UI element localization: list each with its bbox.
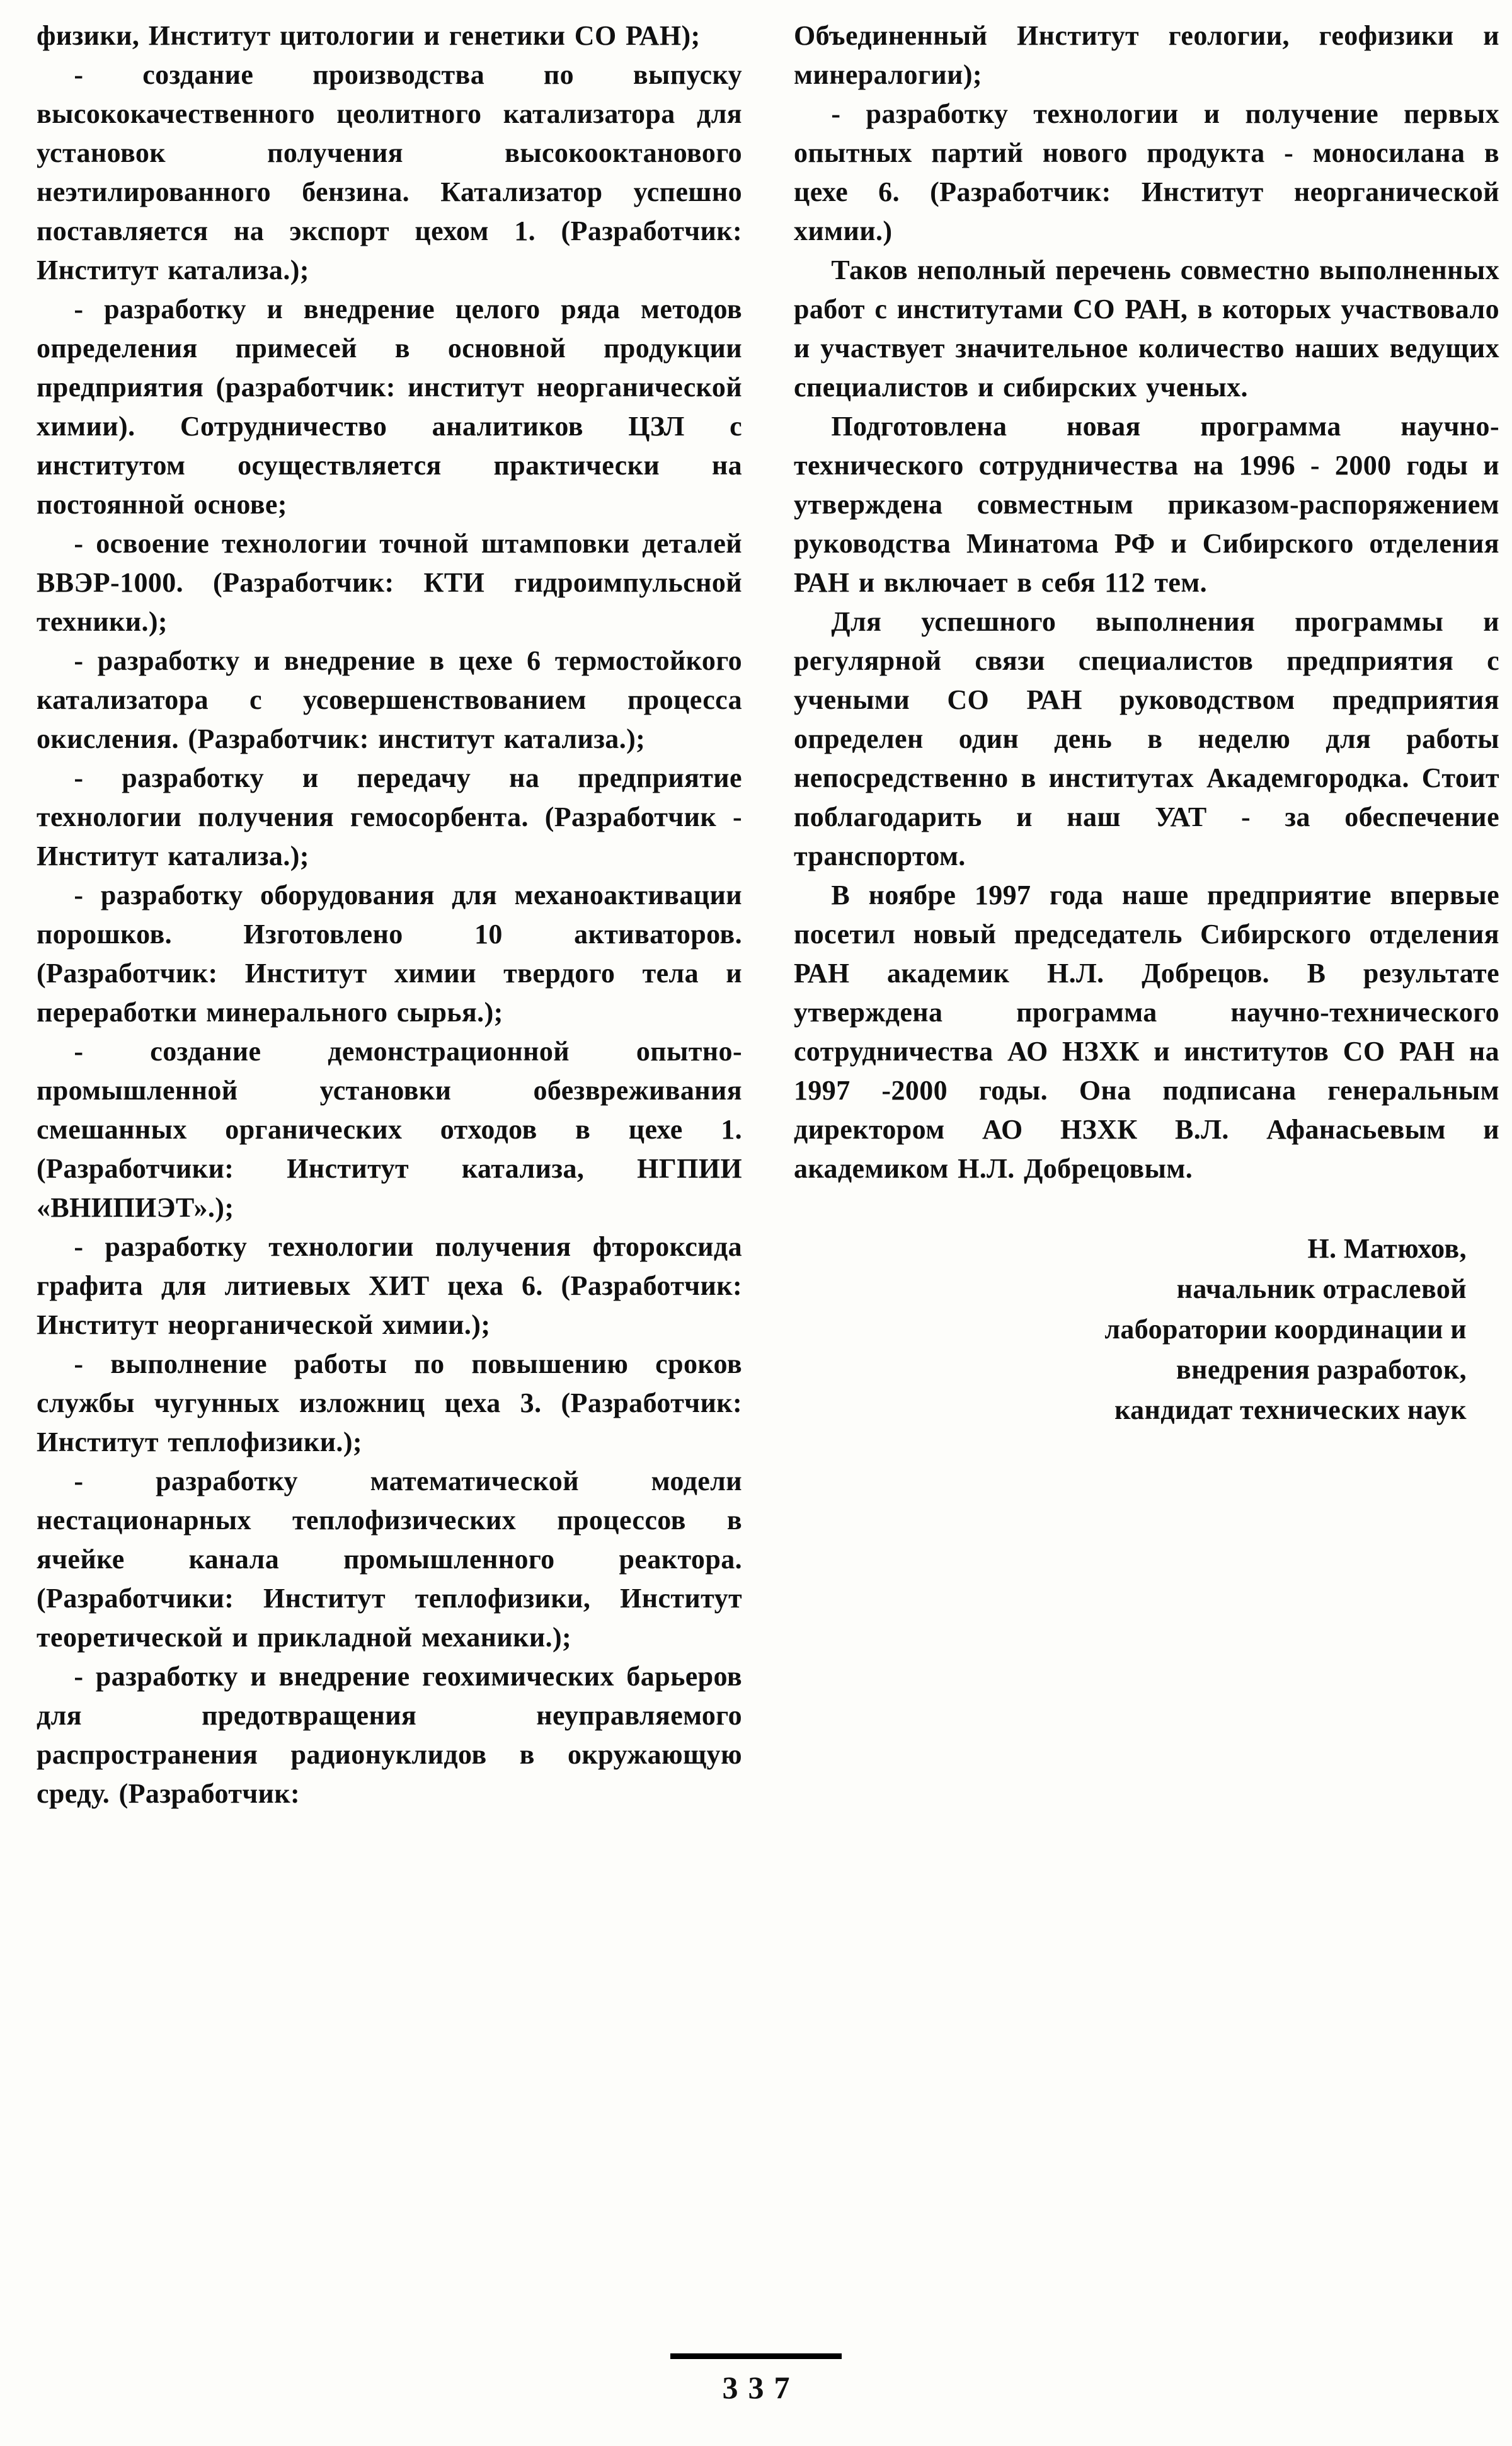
paragraph: Для успешного выполнения программы и регулярной связи специалистов предприятия с учеными СО РАН руководством предприятия определен один день в неделю для работы непосредственно в институтах Академгородка. Стоит поблагодарить и наш УАТ - за обеспечение транспортом.: [794, 606, 1499, 871]
signature-line: начальник отраслевой: [1176, 1273, 1467, 1304]
paragraph: - выполнение работы по повышению сроков службы чугунных изложниц цеха 3. (Разработчик: Институт теплофизики.);: [37, 1348, 742, 1457]
signature-line: лаборатории координации и: [1104, 1314, 1467, 1345]
page-number: 337: [722, 2370, 800, 2405]
paragraph: - разработку и внедрение геохимических барьеров для предотвращения неуправляемого распространения радионуклидов в окружающую среду. (Разработчик:: [37, 1661, 742, 1809]
right-column: [794, 16, 1499, 1813]
paragraph: Объединенный Институт геологии, геофизики и минералогии);: [794, 20, 1499, 90]
signature-line: Н. Матюхов,: [1307, 1233, 1467, 1264]
paragraph: - создание демонстрационной опытно-промышленной установки обезвреживания смешанных органических отходов в цехе 1. (Разработчики: Институт катализа, НГПИИ «ВНИПИЭТ».);: [37, 1036, 742, 1223]
footer-divider: [670, 2353, 842, 2359]
paragraph: - разработку и внедрение целого ряда методов определения примесей в основной продукции предприятия (разработчик: институт неорганической химии). Сотрудничество аналитиков ЦЗЛ с институтом осуществляется практически на постоянной основе;: [37, 294, 742, 520]
paragraph: физики, Институт цитологии и генетики СО РАН);: [37, 20, 701, 51]
paragraph: - освоение технологии точной штамповки деталей ВВЭР-1000. (Разработчик: КТИ гидроимпульсной техники.);: [37, 528, 742, 637]
paragraph: - разработку и передачу на предприятие технологии получения гемосорбента. (Разработчик - Институт катализа.);: [37, 762, 742, 871]
paragraph: - разработку оборудования для механоактивации порошков. Изготовлено 10 активаторов. (Разработчик: Институт химии твердого тела и переработки минерального сырья.);: [37, 880, 742, 1028]
paragraph: - разработку математической модели нестационарных теплофизических процессов в ячейке канала промышленного реактора. (Разработчики: Институт теплофизики, Институт теоретической и прикладной механики.);: [37, 1466, 742, 1653]
paragraph: Подготовлена новая программа научно-технического сотрудничества на 1996 - 2000 годы и утверждена совместным приказом-распоряжением руководства Минатома РФ и Сибирского отделения РАН и включает в себя 112 тем.: [794, 411, 1499, 598]
two-column-text-layout: [37, 16, 1499, 1813]
paragraph: Таков неполный перечень совместно выполненных работ с институтами СО РАН, в которых участвовало и участвует значительное количество наших ведущих специалистов и сибирских ученых.: [794, 255, 1499, 403]
paragraph: В ноябре 1997 года наше предприятие впервые посетил новый председатель Сибирского отделения РАН академик Н.Л. Добрецов. В результате утверждена программа научно-технического сотрудничества АО НЗХК и институтов СО РАН на 1997 -2000 годы. Она подписана генеральным директором АО НЗХК В.Л. Афанасьевым и академиком Н.Л. Добрецовым.: [794, 880, 1499, 1184]
page-footer: [670, 2353, 842, 2406]
paragraph: - разработку и внедрение в цехе 6 термостойкого катализатора с усовершенствованием процесса окисления. (Разработчик: институт катализа.);: [37, 645, 742, 754]
paragraph: - разработку технологии и получение первых опытных партий нового продукта - моносилана в цехе 6. (Разработчик: Институт неорганической химии.): [794, 98, 1499, 246]
left-column: [37, 16, 742, 1813]
signature-line: кандидат технических наук: [1114, 1394, 1467, 1425]
signature-line: внедрения разработок,: [1176, 1354, 1467, 1385]
author-signature-block: [794, 1229, 1499, 1430]
paragraph: - создание производства по выпуску высококачественного цеолитного катализатора для установок получения высокооктанового неэтилированного бензина. Катализатор успешно поставляется на экспорт цехом 1. (Разработчик: Институт катализа.);: [37, 59, 742, 285]
paragraph: - разработку технологии получения фтороксида графита для литиевых ХИТ цеха 6. (Разработчик: Институт неорганической химии.);: [37, 1231, 742, 1340]
